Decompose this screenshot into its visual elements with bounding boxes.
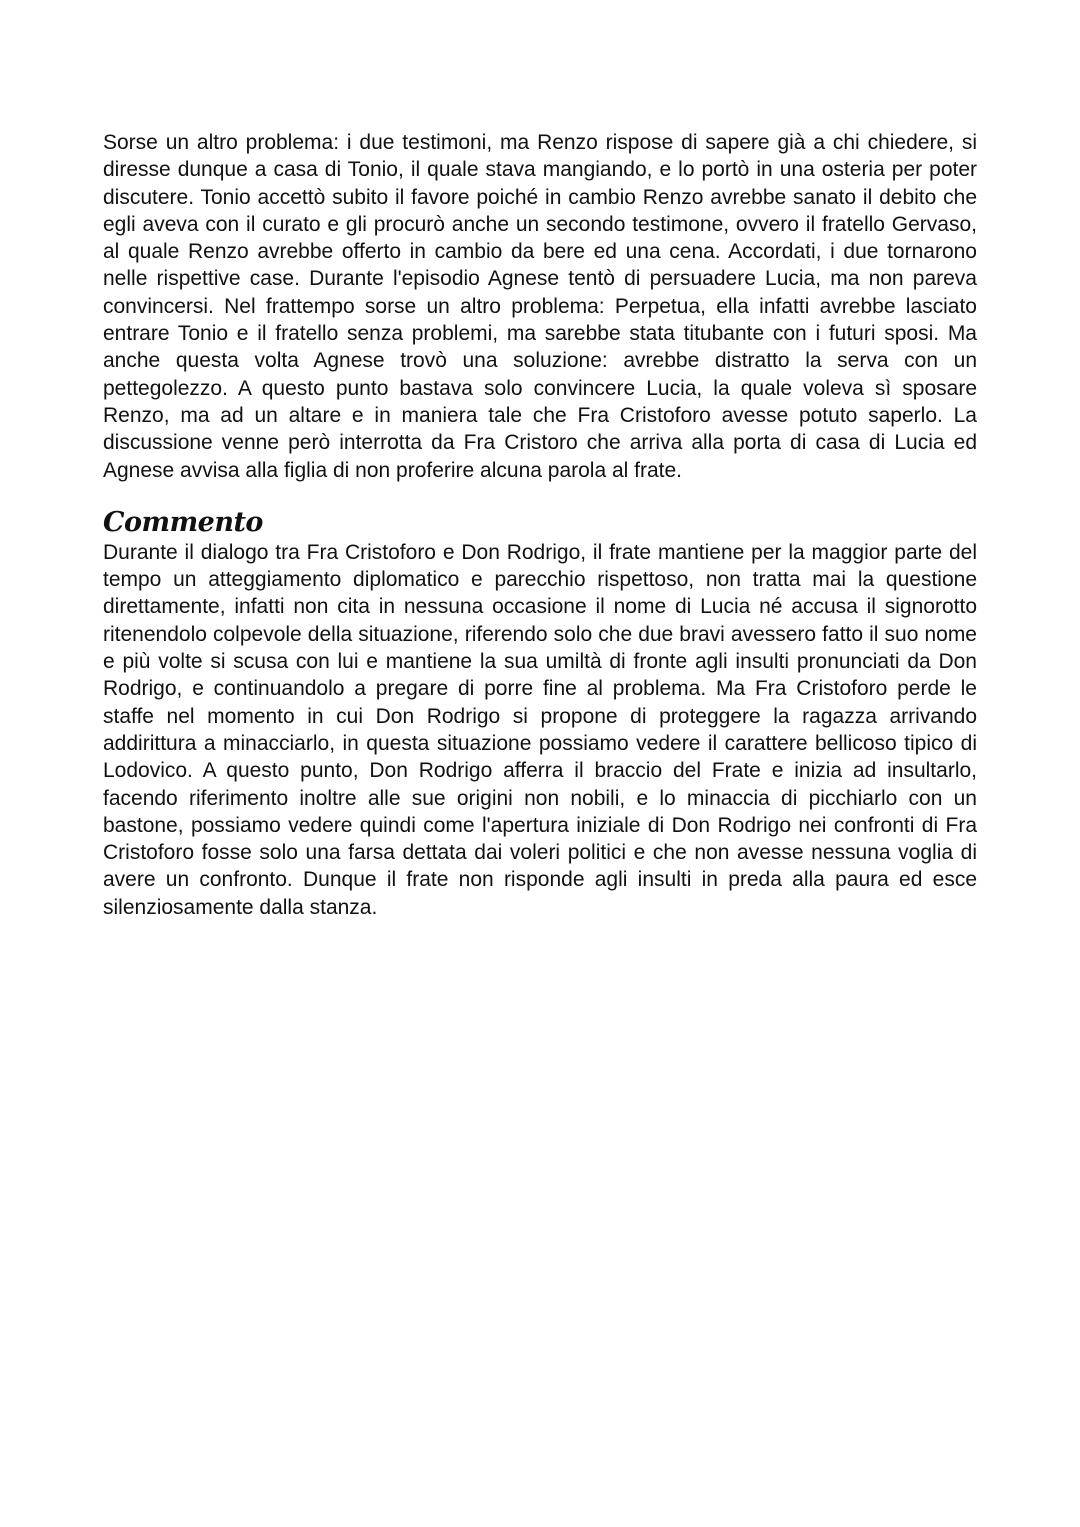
- section-heading-commento: Commento: [103, 506, 263, 538]
- commentary-paragraph: Durante il dialogo tra Fra Cristoforo e Don Rodrigo, il frate mantiene per la maggior parte del tempo un atteggiamento diplomatico e parecchio rispettoso, non tratta mai la questione direttamente, infatti non cita in nessuna occasione il nome di Lucia né accusa il signorotto ritenendolo colpevole della situazione, riferendo solo che due bravi avessero fatto il suo nome e più volte si scusa con lui e mantiene la sua umiltà di fronte agli insulti pronunciati da Don Rodrigo, e continuandolo a pregare di porre fine al problema. Ma Fra Cristoforo perde le staffe nel momento in cui Don Rodrigo si propone di proteggere la ragazza arrivando addirittura a minacciarlo, in questa situazione possiamo vedere il carattere bellicoso tipico di Lodovico. A questo punto, Don Rodrigo afferra il braccio del Frate e inizia ad insultarlo, facendo riferimento inoltre alle sue origini non nobili, e lo minaccia di picchiarlo con un bastone, possiamo vedere quindi come l'apertura iniziale di Don Rodrigo nei confronti di Fra Cristoforo fosse solo una farsa dettata dai voleri politici e che non avesse nessuna voglia di avere un confronto. Dunque il frate non risponde agli insulti in preda alla paura ed esce silenziosamente dalla stanza.: [103, 540, 977, 919]
- document-page: [103, 129, 977, 921]
- summary-paragraph: Sorse un altro problema: i due testimoni, ma Renzo rispose di sapere già a chi chiedere, si diresse dunque a casa di Tonio, il quale stava mangiando, e lo portò in una osteria per poter discutere. Tonio accettò subito il favore poiché in cambio Renzo avrebbe sanato il debito che egli aveva con il curato e gli procurò anche un secondo testimone, ovvero il fratello Gervaso, al quale Renzo avrebbe offerto in cambio da bere ed una cena. Accordati, i due tornarono nelle rispettive case. Durante l'episodio Agnese tentò di persuadere Lucia, ma non pareva convincersi. Nel frattempo sorse un altro problema: Perpetua, ella infatti avrebbe lasciato entrare Tonio e il fratello senza problemi, ma sarebbe stata titubante con i futuri sposi. Ma anche questa volta Agnese trovò una soluzione: avrebbe distratto la serva con un pettegolezzo. A questo punto bastava solo convincere Lucia, la quale voleva sì sposare Renzo, ma ad un altare e in maniera tale che Fra Cristoforo avesse potuto saperlo. La discussione venne però interrotta da Fra Cristoro che arriva alla porta di casa di Lucia ed Agnese avvisa alla figlia di non proferire alcuna parola al frate.: [103, 131, 977, 482]
